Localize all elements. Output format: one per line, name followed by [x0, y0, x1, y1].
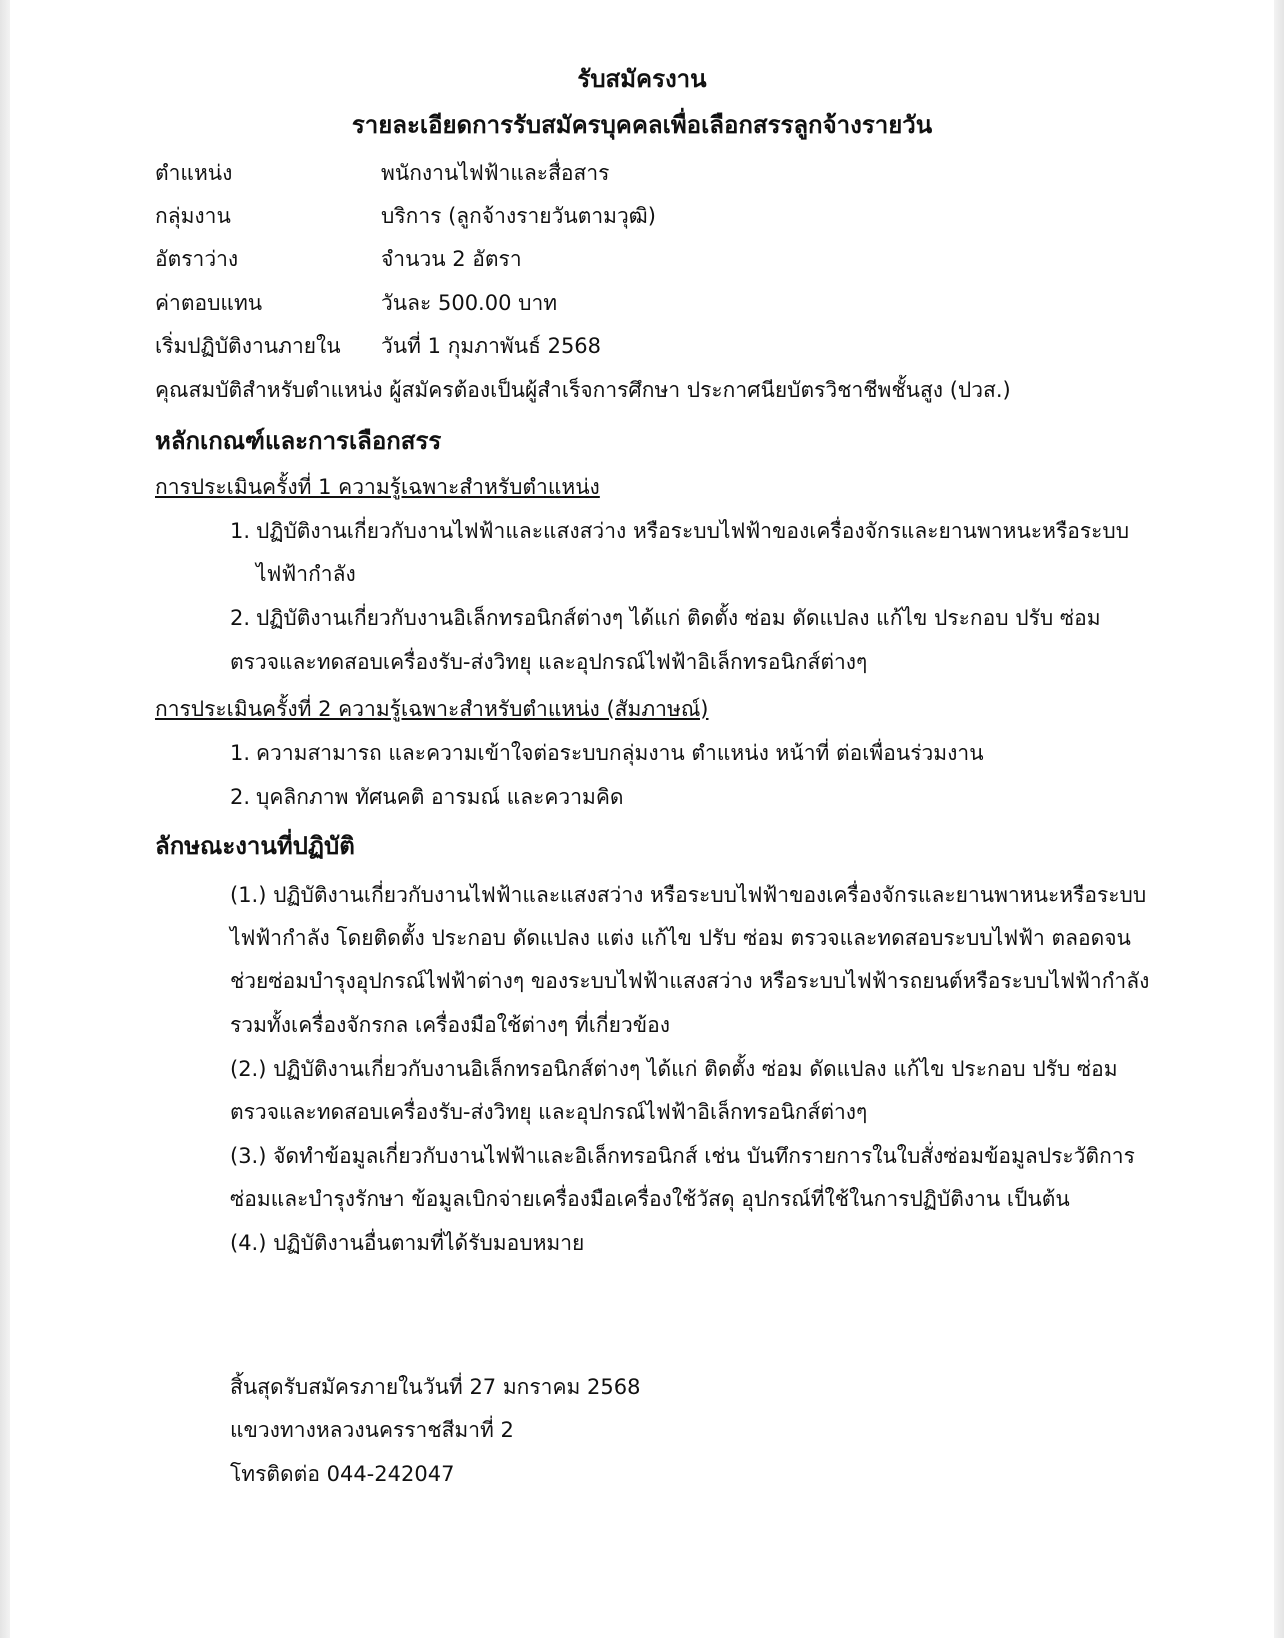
field-label: อัตราว่าง: [155, 247, 239, 271]
item-text: ปฏิบัติงานเกี่ยวกับงานอิเล็กทรอนิกส์ต่างๆ ได้แก่ ติดตั้ง ซ่อม ดัดแปลง แก้ไข ประกอบ ปรับ ซ่อม: [256, 606, 1101, 630]
office-name: แขวงทางหลวงนครราชสีมาที่ 2: [230, 1418, 514, 1442]
item-number: 1.: [230, 519, 251, 543]
round1-item: [230, 597, 1130, 640]
field-label: เริ่มปฏิบัติงานภายใน: [155, 334, 341, 358]
item-number: 2.: [230, 785, 251, 809]
duty-line: (4.) ปฏิบัติงานอื่นตามที่ได้รับมอบหมาย: [230, 1231, 585, 1255]
criteria-heading: หลักเกณฑ์และการเลือกสรร: [155, 427, 442, 455]
field-vacancies: [155, 238, 1155, 281]
item-number: 1.: [230, 741, 251, 765]
qualification-text: คุณสมบัติสำหรับตำแหน่ง ผู้สมัครต้องเป็นผู้สำเร็จการศึกษา ประกาศนียบัตรวิชาชีพชั้นสูง (ปวส.): [155, 378, 1011, 402]
duty-line: ช่วยซ่อมบำรุงอุปกรณ์ไฟฟ้าต่างๆ ของระบบไฟฟ้าแสงสว่าง หรือระบบไฟฟ้ารถยนต์หรือระบบไฟฟ้ากำลัง: [230, 969, 1150, 993]
field-value: บริการ (ลูกจ้างรายวันตามวุฒิ): [381, 204, 656, 228]
item-text: บุคลิกภาพ ทัศนคติ อารมณ์ และความคิด: [256, 785, 624, 809]
round1-heading: การประเมินครั้งที่ 1 ความรู้เฉพาะสำหรับตำแหน่ง: [155, 475, 600, 499]
round2-heading: การประเมินครั้งที่ 2 ความรู้เฉพาะสำหรับตำแหน่ง (สัมภาษณ์): [155, 697, 709, 721]
field-value: วันที่ 1 กุมภาพันธ์ 2568: [381, 334, 602, 358]
duty-line: (2.) ปฏิบัติงานเกี่ยวกับงานอิเล็กทรอนิกส์ต่างๆ ได้แก่ ติดตั้ง ซ่อม ดัดแปลง แก้ไข ประกอบ ปรับ ซ่อม: [230, 1057, 1118, 1081]
item-text: ปฏิบัติงานเกี่ยวกับงานไฟฟ้าและแสงสว่าง หรือระบบไฟฟ้าของเครื่องจักรและยานพาหนะหรือระบบ: [256, 519, 1130, 543]
item-number: 2.: [230, 606, 251, 630]
round1-item-continuation: ตรวจและทดสอบเครื่องรับ-ส่งวิทยุ และอุปกรณ์ไฟฟ้าอิเล็กทรอนิกส์ต่างๆ: [230, 650, 868, 674]
field-label: กลุ่มงาน: [155, 204, 231, 228]
round1-item: [230, 510, 1130, 553]
field-label: ค่าตอบแทน: [155, 291, 263, 315]
field-position: [155, 152, 1155, 195]
page-title: รับสมัครงาน: [577, 65, 707, 93]
round2-item: [230, 776, 1130, 819]
application-deadline: สิ้นสุดรับสมัครภายในวันที่ 27 มกราคม 2568: [230, 1375, 641, 1399]
page-subtitle: รายละเอียดการรับสมัครบุคคลเพื่อเลือกสรรลูกจ้างรายวัน: [351, 111, 933, 139]
duty-line: ตรวจและทดสอบเครื่องรับ-ส่งวิทยุ และอุปกรณ์ไฟฟ้าอิเล็กทรอนิกส์ต่างๆ: [230, 1100, 868, 1124]
duty-line: ซ่อมและบำรุงรักษา ข้อมูลเบิกจ่ายเครื่องมือเครื่องใช้วัสดุ อุปกรณ์ที่ใช้ในการปฏิบัติงาน เป็นต้น: [230, 1187, 1070, 1211]
contact-phone: โทรติดต่อ 044-242047: [230, 1462, 455, 1486]
field-value: จำนวน 2 อัตรา: [381, 247, 522, 271]
field-label: ตำแหน่ง: [155, 161, 233, 185]
duties-heading: ลักษณะงานที่ปฏิบัติ: [155, 832, 355, 860]
duty-line: (3.) จัดทำข้อมูลเกี่ยวกับงานไฟฟ้าและอิเล็กทรอนิกส์ เช่น บันทึกรายการในใบสั่งซ่อมข้อมูลประวัติการ: [230, 1144, 1135, 1168]
item-text: ความสามารถ และความเข้าใจต่อระบบกลุ่มงาน ตำแหน่ง หน้าที่ ต่อเพื่อนร่วมงาน: [256, 741, 984, 765]
duty-line: รวมทั้งเครื่องจักรกล เครื่องมือใช้ต่างๆ ที่เกี่ยวข้อง: [230, 1013, 670, 1037]
round2-item: [230, 732, 1130, 775]
field-start-date: [155, 325, 1155, 368]
field-work-group: [155, 195, 1155, 238]
duty-line: (1.) ปฏิบัติงานเกี่ยวกับงานไฟฟ้าและแสงสว่าง หรือระบบไฟฟ้าของเครื่องจักรและยานพาหนะหรือระบบ: [230, 883, 1147, 907]
field-value: วันละ 500.00 บาท: [381, 291, 558, 315]
duty-line: ไฟฟ้ากำลัง โดยติดตั้ง ประกอบ ดัดแปลง แต่ง แก้ไข ปรับ ซ่อม ตรวจและทดสอบระบบไฟฟ้า ตลอดจน: [230, 926, 1131, 950]
field-value: พนักงานไฟฟ้าและสื่อสาร: [381, 161, 610, 185]
field-compensation: [155, 282, 1155, 325]
round1-item-continuation: ไฟฟ้ากำลัง: [256, 562, 356, 586]
